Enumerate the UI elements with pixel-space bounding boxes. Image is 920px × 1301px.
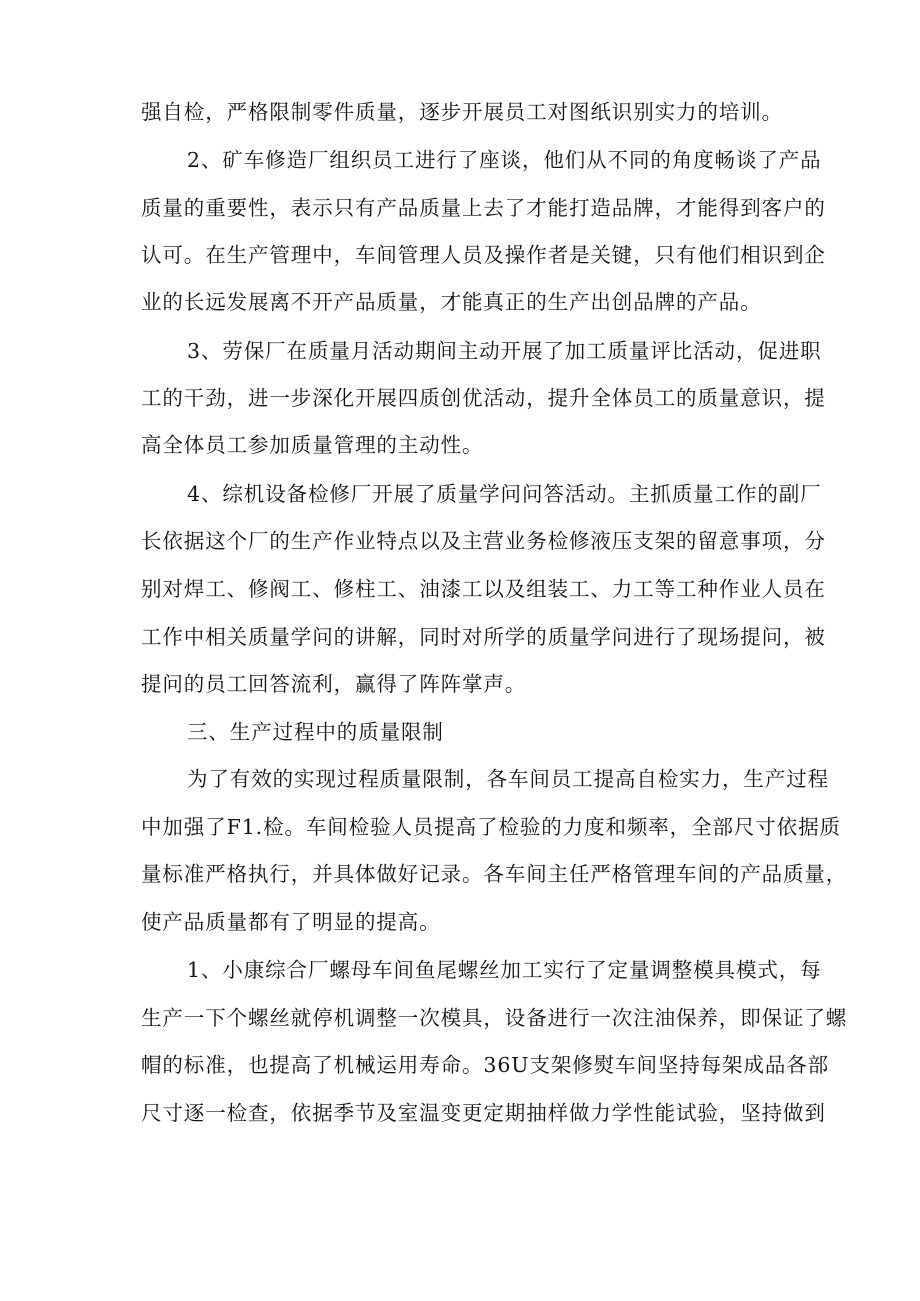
text-line-9: 4、综机设备检修厂开展了质量学问问答活动。主抓质量工作的副厂 <box>187 482 822 506</box>
text-line-21: 帽的标准，也提高了机械运用寿命。36U支架修熨车间坚持每架成品各部 <box>141 1053 830 1077</box>
text-line-15: 为了有效的实现过程质量限制，各车间员工提高自检实力，生产过程 <box>187 767 829 791</box>
text-line-17: 量标准严格执行，并具体做好记录。各车间主任严格管理车间的产品质量， <box>141 862 848 886</box>
text-line-4: 认可。在生产管理中，车间管理人员及操作者是关键，只有他们相识到企 <box>141 243 826 267</box>
text-line-20: 生产一下个螺丝就停机调整一次模具，设备进行一次注油保养，即保证了螺 <box>141 1006 848 1030</box>
text-line-18: 使产品质量都有了明显的提高。 <box>141 910 441 934</box>
text-line-10: 长依据这个厂的生产作业特点以及主营业务检修液压支架的留意事项，分 <box>141 529 826 553</box>
text-line-8: 高全体员工参加质量管理的主动性。 <box>141 433 484 457</box>
text-line-12: 工作中相关质量学问的讲解，同时对所学的质量学问进行了现场提问，被 <box>141 625 826 649</box>
text-line-7: 工的干劲，进一步深化开展四质创优活动，提升全体员工的质量意识，提 <box>141 386 826 410</box>
text-line-2: 2、矿车修造厂组织员工进行了座谈，他们从不同的角度畅谈了产品 <box>187 148 822 172</box>
text-line-1: 强自检，严格限制零件质量，逐步开展员工对图纸识别实力的培训。 <box>141 100 783 124</box>
text-line-5: 业的长远发展离不开产品质量，才能真正的生产出创品牌的产品。 <box>141 290 762 314</box>
text-line-19: 1、小康综合厂螺母车间鱼尾螺丝加工实行了定量调整模具模式，每 <box>187 958 822 982</box>
text-line-3: 质量的重要性，表示只有产品质量上去了才能打造品牌，才能得到客户的 <box>141 196 826 220</box>
text-line-6: 3、劳保厂在质量月活动期间主动开展了加工质量评比活动，促进职 <box>187 339 822 363</box>
text-line-22: 尺寸逐一检查，依据季节及室温变更定期抽样做力学性能试验，坚持做到 <box>141 1101 826 1125</box>
section-heading: 三、生产过程中的质量限制 <box>187 720 444 744</box>
text-line-13: 提问的员工回答流利，赢得了阵阵掌声。 <box>141 672 527 696</box>
text-line-16: 中加强了F1.检。车间检验人员提高了检验的力度和频率，全部尺寸依据质 <box>141 815 841 839</box>
text-line-11: 别对焊工、修阀工、修柱工、油漆工以及组装工、力工等工种作业人员在 <box>141 577 826 601</box>
